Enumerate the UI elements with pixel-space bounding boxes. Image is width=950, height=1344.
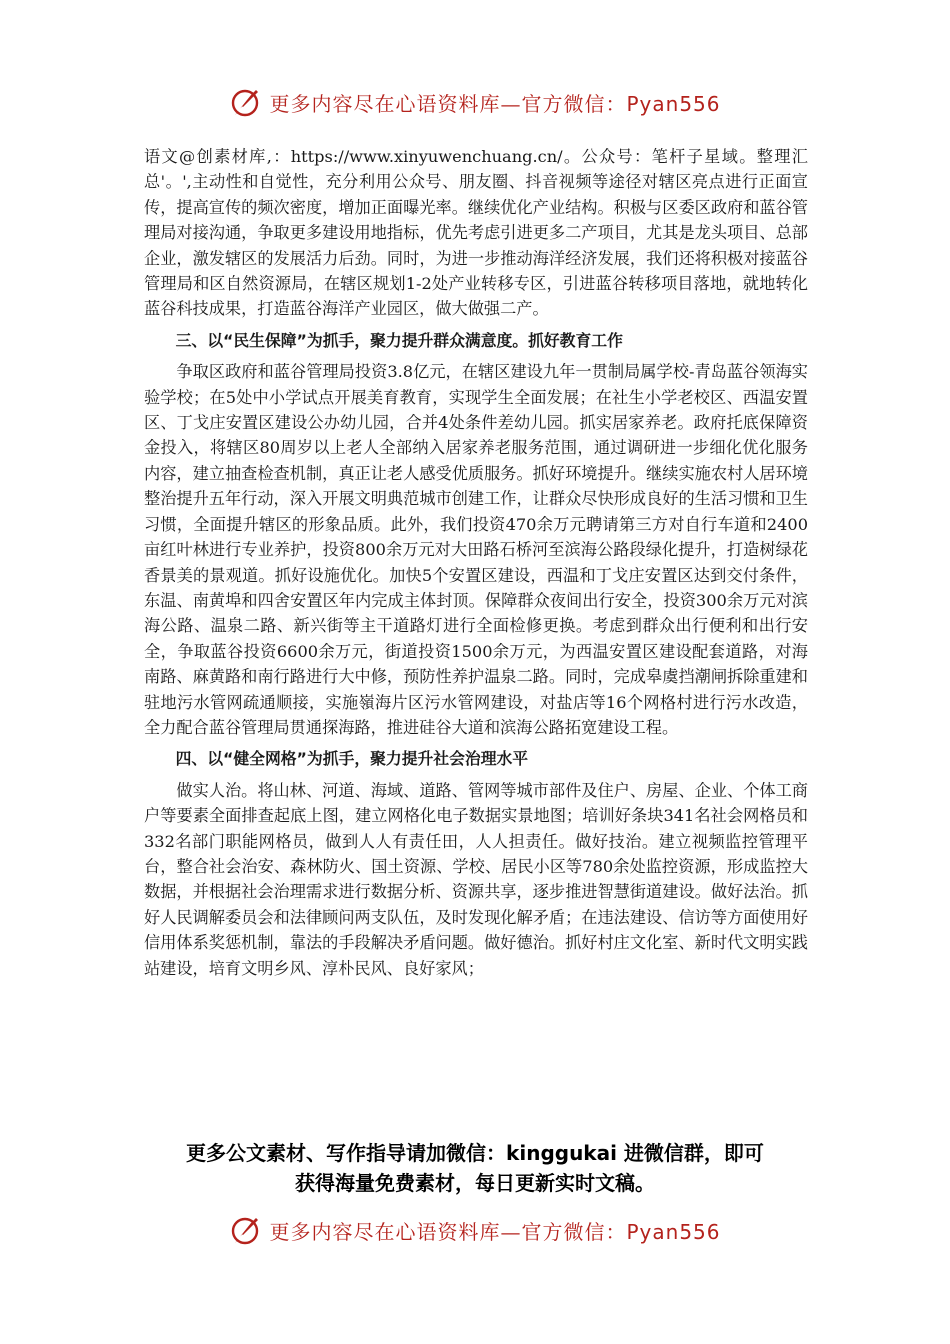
header-banner-label: 更多内容尽在心语资料库—官方微信： — [269, 91, 627, 116]
paragraph-3: 做实人治。将山林、河道、海域、道路、管网等城市部件及住户、房屋、企业、个体工商户等要素全面排查起底上图，建立网格化电子数据实景地图；培训好条块341名社会网格员和332名部门职能网格员，做到人人有责任田，人人担责任。做好技治。建立视频监控管理平台，整合社会治安、森林防火、国土资源、学校、居民小区等780余处监控资源，形成监控大数据，并根据社会治理需求进行数据分析、资源共享，逐步推进智慧街道建设。做好法治。抓好人民调解委员会和法律顾问两支队伍，及时发现化解矛盾；在违法建设、信访等方面使用好信用体系奖惩机制，靠法的手段解决矛盾问题。做好德治。抓好村庄文化室、新时代文明实践站建设，培育文明乡风、淳朴民风、良好家风； — [144, 780, 808, 978]
pen-quill-logo-icon — [229, 85, 263, 119]
footer-banner — [0, 1208, 950, 1252]
pen-quill-logo-icon — [229, 1213, 263, 1247]
section-heading-4: 四、以“健全网格”为抓手，聚力提升社会治理水平 — [175, 749, 529, 769]
header-wechat-handle: Pyan556 — [626, 91, 721, 116]
paragraph-1: 语文@创素材库,：https://www.xinyuwenchuang.cn/。公众号：笔杆子星域。整理汇总'。',主动性和自觉性，充分利用公众号、朋友圈、抖音视频等途径对辖区亮点进行正面宣传，提高宣传的频次密度，增加正面曝光率。继续优化产业结构。积极与区委区政府和蓝谷管理局对接沟通，争取更多建设用地指标，优先考虑引进更多二产项目，尤其是龙头项目、总部企业，激发辖区的发展活力后劲。同时，为进一步推动海洋经济发展，我们还将积极对接蓝谷管理局和区自然资源局，在辖区规划1-2处产业转移专区，引进蓝谷转移项目落地，就地转化蓝谷科技成果，打造蓝谷海洋产业园区，做大做强二产。 — [144, 147, 808, 319]
promo-line-2: 获得海量免费素材，每日更新实时文稿。 — [295, 1171, 655, 1195]
paragraph-2: 争取区政府和蓝谷管理局投资3.8亿元，在辖区建设九年一贯制局属学校-青岛蓝谷领海实验学校；在5处中小学试点开展美育教育，实现学生全面发展；在社生小学老校区、西温安置区、丁戈庄安置区建设公办幼儿园，合并4处条件差幼儿园。抓实居家养老。政府托底保障资金投入，将辖区80周岁以上老人全部纳入居家养老服务范围，通过调研进一步细化优化服务内容，建立抽查检查机制，真正让老人感受优质服务。抓好环境提升。继续实施农村人居环境整治提升五年行动，深入开展文明典范城市创建工作，让群众尽快形成良好的生活习惯和卫生习惯，全面提升辖区的形象品质。此外，我们投资470余万元聘请第三方对自行车道和2400亩红叶林进行专业养护，投资800余万元对大田路石桥河至滨海公路段绿化提升，打造树绿花香景美的景观道。抓好设施优化。加快5个安置区建设，西温和丁戈庄安置区达到交付条件，东温、南黄埠和四舍安置区年内完成主体封顶。保障群众夜间出行安全，投资300余万元对滨海公路、温泉二路、新兴街等主干道路灯进行全面检修更换。考虑到群众出行便利和出行安全，争取蓝谷投资6600余万元，街道投资1500余万元，为西温安置区建设配套道路，对海南路、麻黄路和南行路进行大中修，预防性养护温泉二路。同时，完成皋虞挡潮闸拆除重建和驻地污水管网疏通顺接，实施嶺海片区污水管网建设，对盐店等16个网格村进行污水改造，全力配合蓝谷管理局贯通探海路，推进硅谷大道和滨海公路拓宽建设工程。 — [144, 362, 808, 737]
footer-banner-text — [269, 1216, 720, 1245]
footer-wechat-handle: Pyan556 — [626, 1219, 721, 1244]
promo-notice — [120, 1138, 830, 1198]
document-body — [144, 144, 808, 981]
promo-line-1: 更多公文素材、写作指导请加微信：kinggukai 进微信群，即可 — [186, 1141, 764, 1165]
footer-banner-label: 更多内容尽在心语资料库—官方微信： — [269, 1219, 627, 1244]
header-banner-text — [269, 88, 720, 117]
header-banner — [0, 80, 950, 124]
section-heading-3: 三、以“民生保障”为抓手，聚力提升群众满意度。抓好教育工作 — [175, 330, 623, 350]
